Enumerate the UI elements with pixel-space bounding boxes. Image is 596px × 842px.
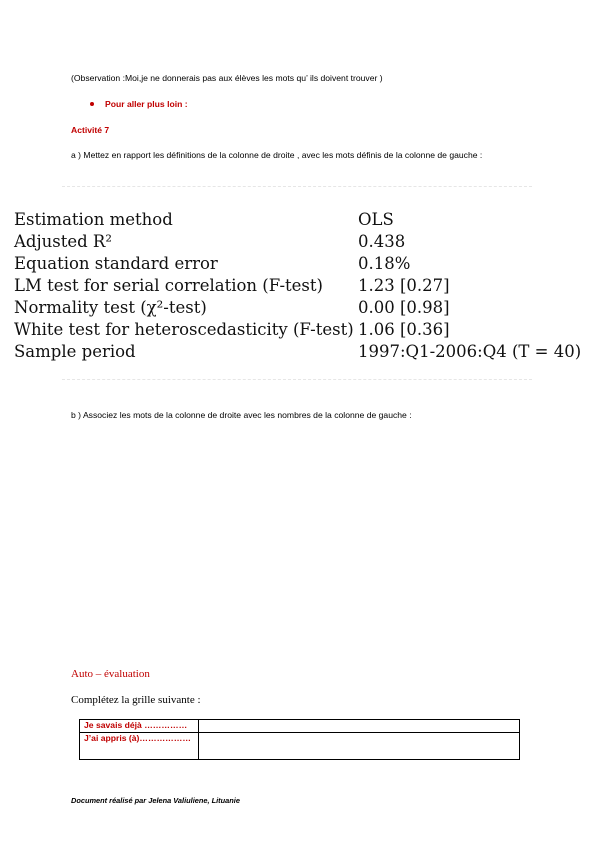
grid-label-known: Je savais déjà …………… — [80, 720, 199, 733]
grid-answer-known[interactable] — [199, 720, 520, 733]
grid-instruction: Complétez la grille suivante : — [71, 694, 201, 706]
table-row — [80, 720, 520, 733]
activity-title: Activité 7 — [71, 125, 110, 135]
stats-value: 0.18% — [358, 254, 411, 273]
table-row — [80, 733, 520, 760]
bullet-heading — [90, 98, 188, 110]
stats-value: 1.06 [0.36] — [358, 320, 450, 339]
stats-row — [14, 276, 594, 298]
instruction-b: b ) Associez les mots de la colonne de droite avec les nombres de la colonne de gauche : — [71, 410, 412, 420]
bullet-icon — [90, 102, 94, 106]
observation-note: (Observation :Moi,je ne donnerais pas aux élèves les mots qu’ ils doivent trouver ) — [71, 73, 383, 83]
stats-row — [14, 210, 594, 232]
bullet-heading-text: Pour aller plus loin : — [105, 99, 188, 109]
stats-value: 0.00 [0.98] — [358, 298, 450, 317]
stats-label: LM test for serial correlation (F-test) — [14, 276, 323, 295]
stats-row — [14, 320, 594, 342]
footer-credit: Document réalisé par Jelena Valiuliene, Lituanie — [71, 796, 240, 805]
stats-label: Adjusted R² — [14, 232, 112, 251]
divider — [62, 379, 532, 380]
stats-value: 1.23 [0.27] — [358, 276, 450, 295]
stats-label: Estimation method — [14, 210, 173, 229]
stats-label: Equation standard error — [14, 254, 218, 273]
stats-row — [14, 298, 594, 320]
grid-answer-learned[interactable] — [199, 733, 520, 760]
stats-label: Sample period — [14, 342, 136, 361]
stats-label: White test for heteroscedasticity (F-test) — [14, 320, 354, 339]
self-assessment-grid — [79, 719, 520, 760]
regression-stats-image — [0, 183, 596, 383]
stats-row — [14, 342, 594, 364]
instruction-a: a ) Mettez en rapport les définitions de la colonne de droite , avec les mots définis de la colonne de gauche : — [71, 150, 483, 160]
auto-evaluation-heading: Auto – évaluation — [71, 668, 150, 680]
stats-label: Normality test (χ²-test) — [14, 298, 207, 317]
stats-value: OLS — [358, 210, 394, 229]
stats-value: 1997:Q1-2006:Q4 (T = 40) — [358, 342, 582, 361]
stats-value: 0.438 — [358, 232, 406, 251]
grid-label-learned: J’ai appris (à)……………… — [80, 733, 199, 760]
stats-row — [14, 232, 594, 254]
divider — [62, 186, 532, 187]
stats-row — [14, 254, 594, 276]
